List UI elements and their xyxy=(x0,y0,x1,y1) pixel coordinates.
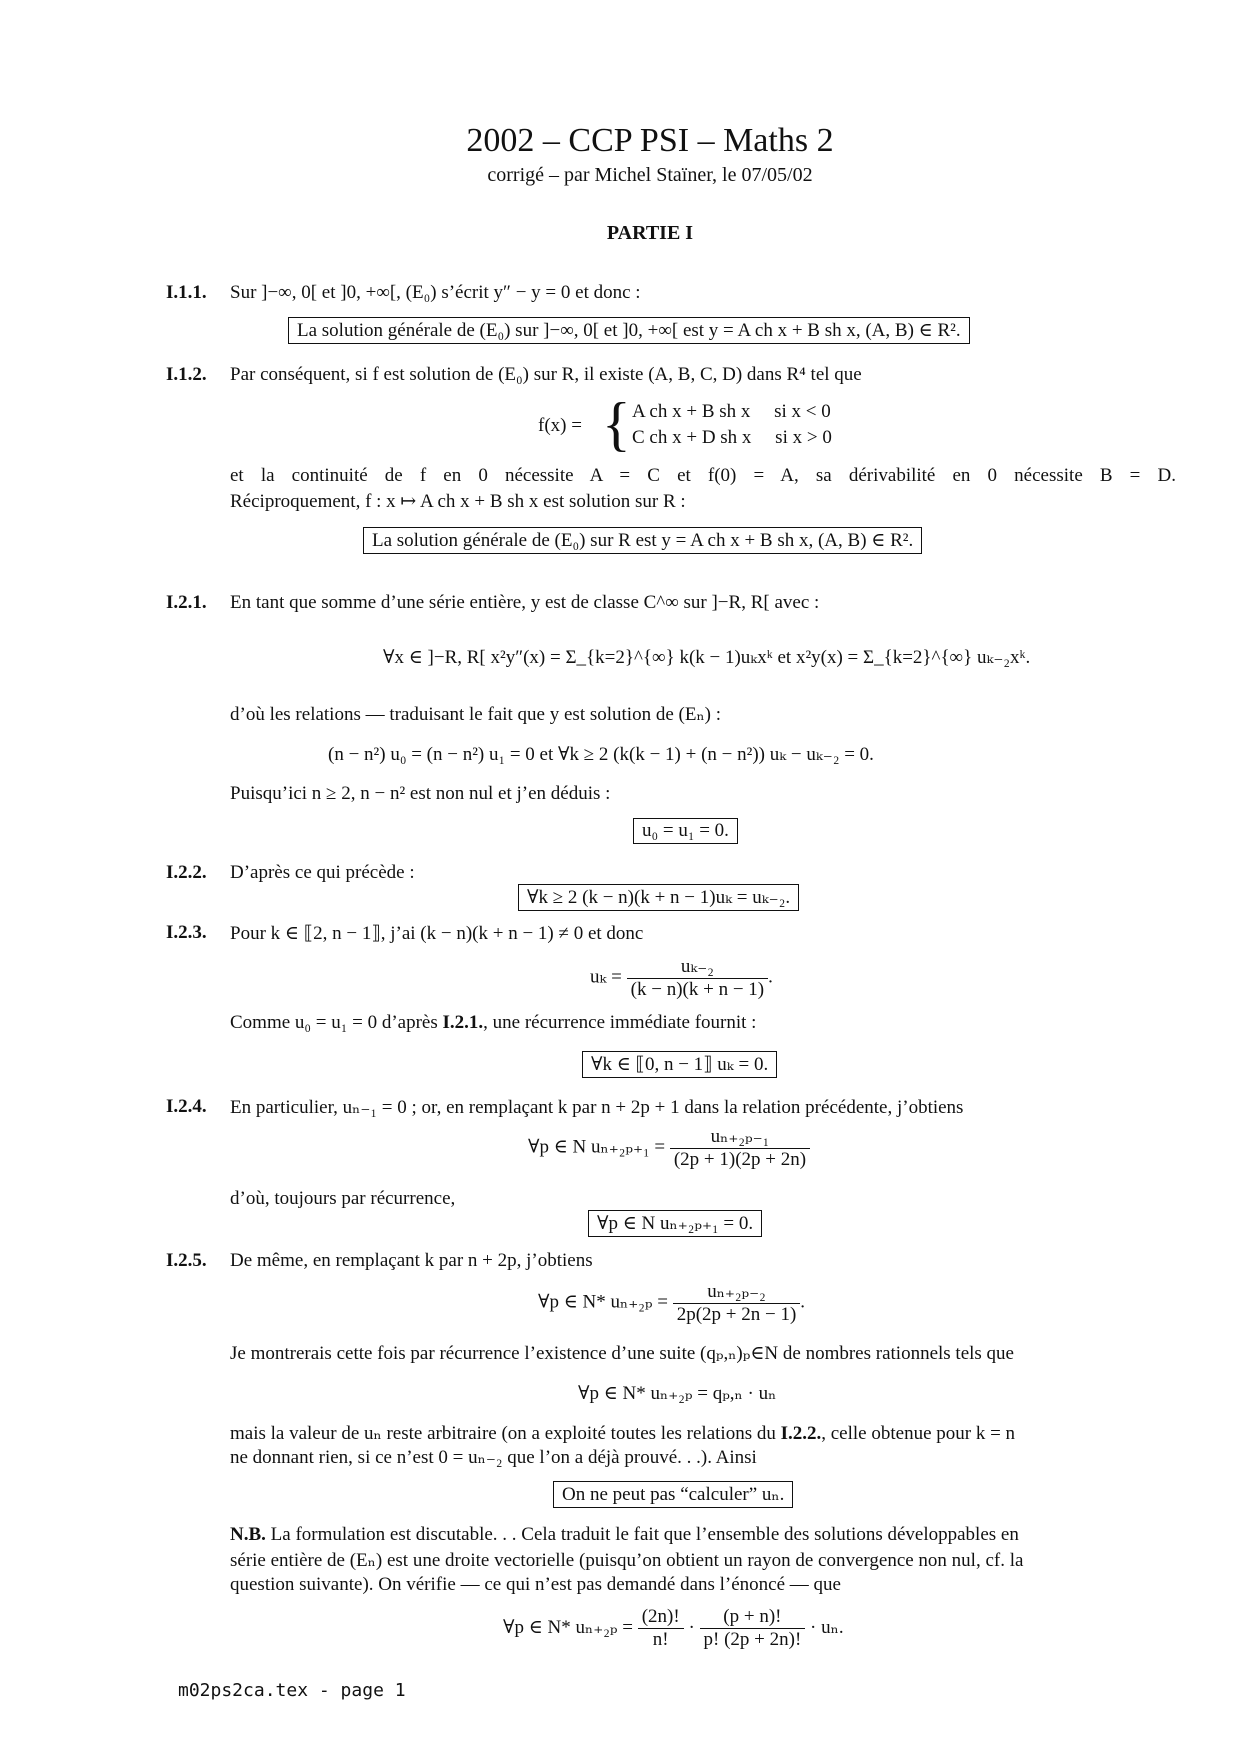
denominator: n! xyxy=(652,1629,669,1650)
denominator: (k − n)(k + n − 1) xyxy=(630,979,765,1000)
paragraph: Par conséquent, si f est solution de (E₀) sur R, il existe (A, B, C, D) dans R⁴ tel que xyxy=(230,364,862,385)
result-box: On ne peut pas “calculer” uₙ. xyxy=(553,1481,793,1508)
text-run: , une récurrence immédiate fournit : xyxy=(483,1012,757,1033)
equation-tail: · uₙ. xyxy=(810,1616,844,1638)
fraction-equation xyxy=(528,1125,810,1171)
fraction xyxy=(627,955,768,1001)
section-label: I.2.3. xyxy=(166,922,207,943)
paragraph: Pour k ∈ ⟦2, n − 1⟧, j’ai (k − n)(k + n − 1) ≠ 0 et donc xyxy=(230,923,644,944)
equation-lhs: uₖ = xyxy=(590,966,622,988)
equation-lhs: f(x) = xyxy=(538,415,582,436)
section-label: I.2.5. xyxy=(166,1250,207,1271)
fraction-equation: uₖ = $\frac{\text{uₖ₋₂}}{(k - n)(k + n - 1)}$ . xyxy=(590,956,773,1000)
paragraph: Sur ]−∞, 0[ et ]0, +∞[, (E₀) s’écrit y″ − y = 0 et donc : xyxy=(230,282,641,303)
display-equation: (n − n²) u₀ = (n − n²) u₁ = 0 et ∀k ≥ 2 (k(k − 1) + (n − n²)) uₖ − uₖ₋₂ = 0. xyxy=(328,744,874,765)
section-label: I.2.1. xyxy=(166,592,207,613)
reference: I.2.2. xyxy=(780,1423,822,1444)
document-subtitle: corrigé – par Michel Staïner, le 07/05/02 xyxy=(487,164,813,186)
fraction-equation: ∀p ∈ N* uₙ₊₂ₚ = $\frac{(2n)!}{n!}$ · $\frac{(p + n)!}{p! (2p + 2n)!}$ · uₙ. xyxy=(503,1606,844,1650)
equation-lhs: ∀p ∈ N* uₙ₊₂ₚ = xyxy=(503,1616,633,1638)
fraction xyxy=(673,1280,801,1326)
equation-lhs: ∀p ∈ N* uₙ₊₂ₚ = xyxy=(538,1291,668,1313)
result-box: ∀k ∈ ⟦0, n − 1⟧ uₖ = 0. xyxy=(582,1051,777,1078)
display-equation: ∀p ∈ N* uₙ₊₂ₚ = qₚ,ₙ · uₙ xyxy=(578,1383,777,1404)
paragraph: série entière de (Eₙ) est une droite vectorielle (puisqu’on obtient un rayon de convergence non nul, cf. la xyxy=(230,1550,1024,1571)
paragraph xyxy=(230,1012,756,1034)
display-equation: ∀x ∈ ]−R, R[ x²y″(x) = Σ_{k=2}^{∞} k(k − 1)uₖxᵏ et x²y(x) = Σ_{k=2}^{∞} uₖ₋₂xᵏ. xyxy=(383,647,1031,668)
text-run: La formulation est discutable. . . Cela traduit le fait que l’ensemble des solutions développables en xyxy=(265,1524,1019,1545)
denominator: 2p(2p + 2n − 1) xyxy=(676,1304,797,1325)
paragraph: et la continuité de f en 0 nécessite A = C et f(0) = A, sa dérivabilité en 0 nécessite B = D. xyxy=(230,465,1176,486)
case-line: C ch x + D sh x si x > 0 xyxy=(632,427,832,448)
section-label: I.1.2. xyxy=(166,364,207,385)
equation-lhs: ∀p ∈ N uₙ₊₂ₚ₊₁ = xyxy=(528,1136,666,1158)
numerator: uₙ₊₂ₚ₋₂ xyxy=(673,1280,801,1304)
paragraph: question suivante). On vérifie — ce qui n’est pas demandé dans l’énoncé — que xyxy=(230,1574,841,1595)
result-box: La solution générale de (E₀) sur R est y = A ch x + B sh x, (A, B) ∈ R². xyxy=(363,527,922,554)
paragraph: Je montrerais cette fois par récurrence l’existence d’une suite (qₚ,ₙ)ₚ∈N de nombres rationnels tels que xyxy=(230,1343,1014,1364)
paragraph: De même, en remplaçant k par n + 2p, j’obtiens xyxy=(230,1250,593,1271)
numerator: uₙ₊₂ₚ₋₁ xyxy=(670,1125,810,1149)
text-run: mais la valeur de uₙ reste arbitraire (on a exploité toutes les relations du xyxy=(230,1423,781,1444)
text-run: Comme u₀ = u₁ = 0 d’après xyxy=(230,1012,443,1033)
result-box: ∀k ≥ 2 (k − n)(k + n − 1)uₖ = uₖ₋₂. xyxy=(518,884,799,911)
section-label: I.2.2. xyxy=(166,862,207,883)
denominator: p! (2p + 2n)! xyxy=(703,1629,802,1650)
paragraph: d’où les relations — traduisant le fait que y est solution de (Eₙ) : xyxy=(230,704,722,725)
numerator: (p + n)! xyxy=(700,1606,806,1629)
section-label: I.1.1. xyxy=(166,282,207,303)
paragraph: En tant que somme d’une série entière, y est de classe C^∞ sur ]−R, R[ avec : xyxy=(230,592,820,613)
reference: I.2.1. xyxy=(442,1012,484,1033)
paragraph: D’après ce qui précède : xyxy=(230,862,415,883)
numerator: (2n)! xyxy=(638,1606,684,1629)
nb-label: N.B. xyxy=(230,1524,266,1545)
result-box: u₀ = u₁ = 0. xyxy=(633,818,738,844)
paragraph: Puisqu’ici n ≥ 2, n − n² est non nul et j’en déduis : xyxy=(230,783,611,804)
paragraph: ne donnant rien, si ce n’est 0 = uₙ₋₂ que l’on a déjà prouvé. . .). Ainsi xyxy=(230,1447,757,1468)
text-run: , celle obtenue pour k = n xyxy=(821,1423,1016,1444)
fraction xyxy=(670,1125,810,1171)
document-title: 2002 – CCP PSI – Maths 2 xyxy=(466,122,834,159)
page-footer: m02ps2ca.tex - page 1 xyxy=(178,1680,406,1701)
numerator: uₖ₋₂ xyxy=(627,955,768,979)
fraction-equation: ∀p ∈ N* uₙ₊₂ₚ = $\frac{\text{uₙ₊₂ₚ₋₂}}{2p(2p + 2n - 1)}$ . xyxy=(538,1281,806,1325)
case-line: A ch x + B sh x si x < 0 xyxy=(632,401,831,422)
brace-glyph: { xyxy=(602,391,631,457)
denominator: (2p + 1)(2p + 2n) xyxy=(673,1149,807,1170)
result-box: La solution générale de (E₀) sur ]−∞, 0[ et ]0, +∞[ est y = A ch x + B sh x, (A, B) ∈ R². xyxy=(288,317,970,344)
part-heading: PARTIE I xyxy=(606,222,694,244)
paragraph xyxy=(230,1524,1019,1546)
paragraph: En particulier, uₙ₋₁ = 0 ; or, en remplaçant k par n + 2p + 1 dans la relation précédente, j’obtiens xyxy=(230,1097,964,1118)
fraction xyxy=(700,1606,806,1651)
paragraph xyxy=(230,1422,1015,1445)
fraction xyxy=(638,1606,684,1651)
section-label: I.2.4. xyxy=(166,1096,207,1117)
paragraph: d’où, toujours par récurrence, xyxy=(230,1188,456,1209)
paragraph: Réciproquement, f : x ↦ A ch x + B sh x est solution sur R : xyxy=(230,491,686,512)
result-box: ∀p ∈ N uₙ₊₂ₚ₊₁ = 0. xyxy=(588,1210,762,1237)
